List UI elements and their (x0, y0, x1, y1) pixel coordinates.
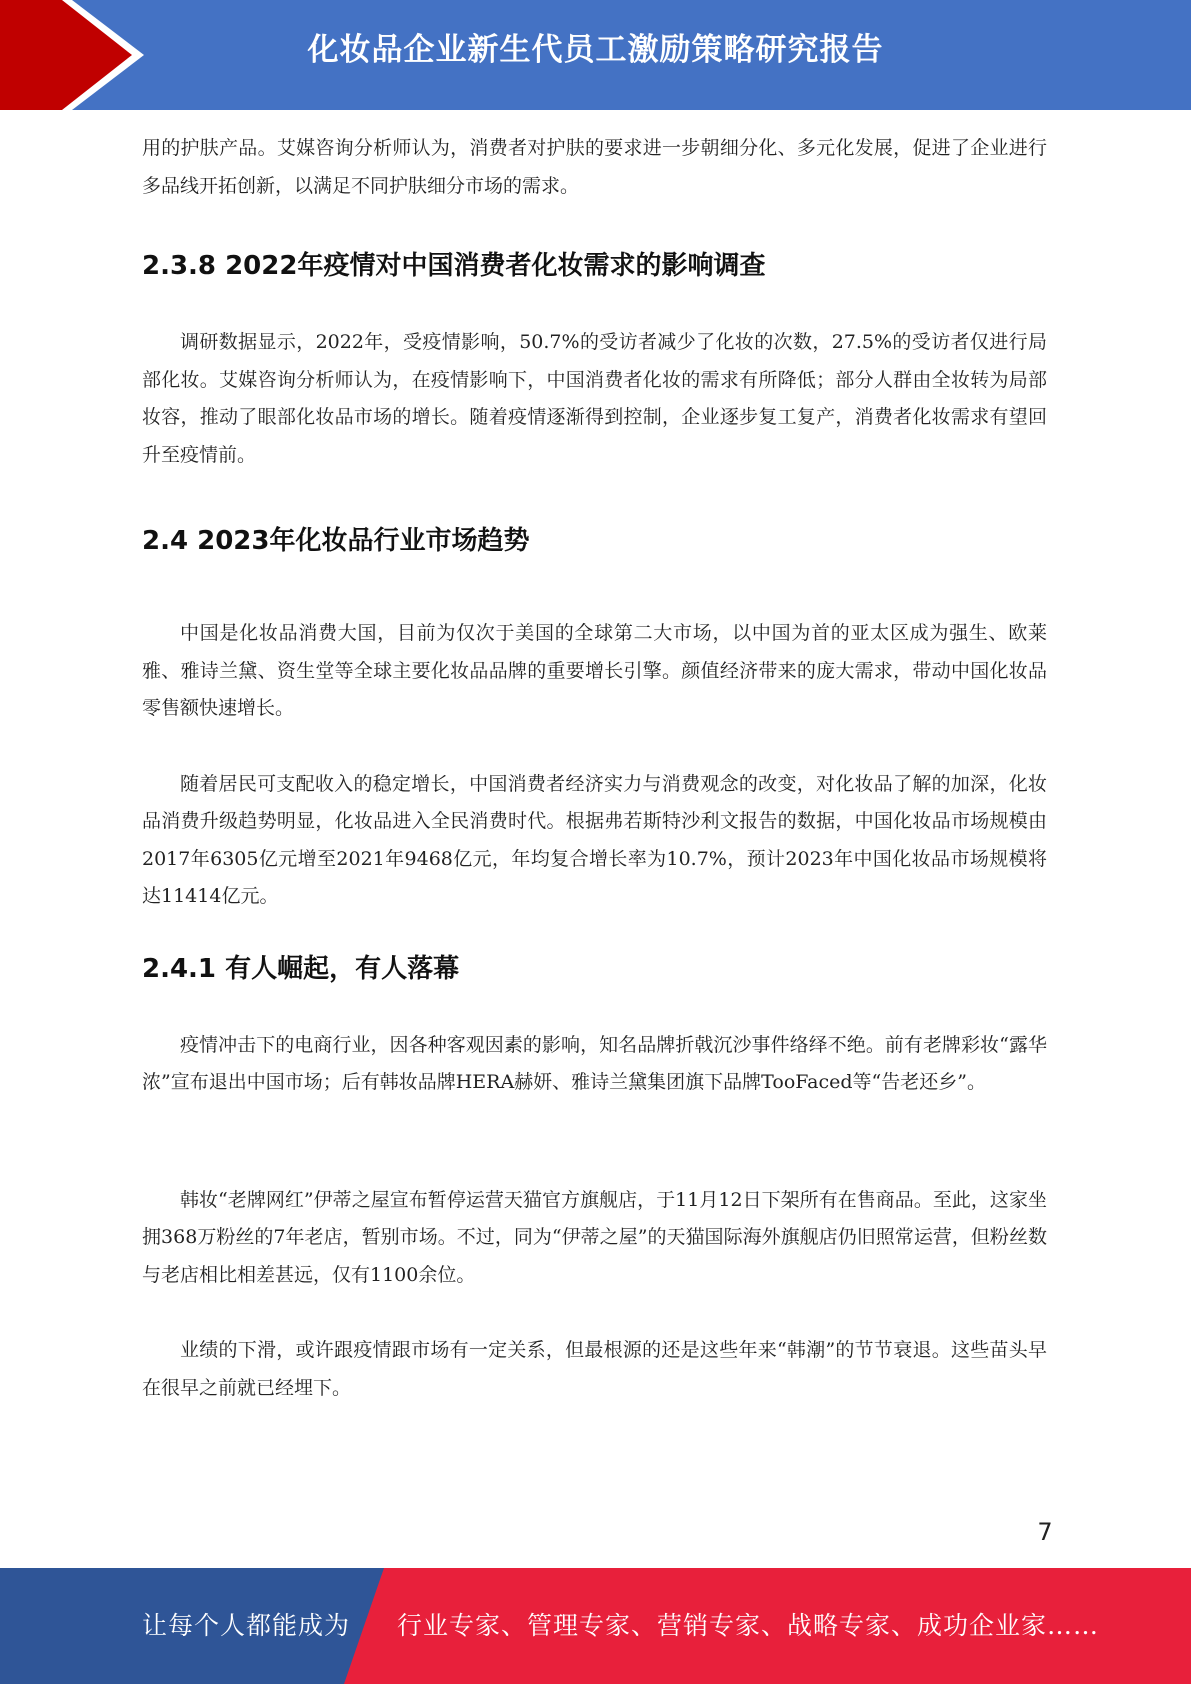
section-heading-2-3-8: 2.3.8 2022年疫情对中国消费者化妆需求的影响调查 (142, 251, 766, 281)
paragraph-2-4-1-b: 韩妆“老牌网红”伊蒂之屋宣布暂停运营天猫官方旗舰店，于11月12日下架所有在售商品。至此，这家坐拥368万粉丝的7年老店，暂别市场。不过，同为“伊蒂之屋”的天猫国际海外旗舰店仍旧照常运营，但粉丝数与老店相比相差甚远，仅有1100余位。 (142, 1188, 1047, 1286)
paragraph-2-3-8: 调研数据显示，2022年，受疫情影响，50.7%的受访者减少了化妆的次数，27.5%的受访者仅进行局部化妆。艾媒咨询分析师认为，在疫情影响下，中国消费者化妆的需求有所降低；部分人群由全妆转为局部妆容，推动了眼部化妆品市场的增长。随着疫情逐渐得到控制，企业逐步复工复产，消费者化妆需求有望回升至疫情前。 (142, 331, 1047, 466)
paragraph-2-4-1-a: 疫情冲击下的电商行业，因各种客观因素的影响，知名品牌折戟沉沙事件络绎不绝。前有老牌彩妆“露华浓”宣布退出中国市场；后有韩妆品牌HERA赫妍、雅诗兰黛集团旗下品牌TooFaced等“告老还乡”。 (142, 1033, 1047, 1093)
section-heading-2-4-1: 2.4.1 有人崛起，有人落幕 (142, 953, 460, 984)
report-title: 化妆品企业新生代员工激励策略研究报告 (307, 32, 884, 68)
document-body (142, 130, 1047, 1407)
paragraph-intro: 用的护肤产品。艾媒咨询分析师认为，消费者对护肤的要求进一步朝细分化、多元化发展，促进了企业进行多品线开拓创新，以满足不同护肤细分市场的需求。 (142, 137, 1047, 197)
page-footer (0, 1568, 1191, 1684)
paragraph-2-4-b: 随着居民可支配收入的稳定增长，中国消费者经济实力与消费观念的改变，对化妆品了解的加深，化妆品消费升级趋势明显，化妆品进入全民消费时代。根据弗若斯特沙利文报告的数据，中国化妆品市场规模由2017年6305亿元增至2021年9468亿元，年均复合增长率为10.7%，预计2023年中国化妆品市场规模将达11414亿元。 (142, 772, 1047, 907)
page-header (0, 0, 1191, 110)
section-heading-2-4: 2.4 2023年化妆品行业市场趋势 (142, 526, 530, 556)
paragraph-2-4-a: 中国是化妆品消费大国，目前为仅次于美国的全球第二大市场，以中国为首的亚太区成为强生、欧莱雅、雅诗兰黛、资生堂等全球主要化妆品品牌的重要增长引擎。颜值经济带来的庞大需求，带动中国化妆品零售额快速增长。 (142, 622, 1047, 719)
footer-slogan-right: 行业专家、管理专家、营销专家、战略专家、成功企业家…… (397, 1611, 1100, 1640)
paragraph-2-4-1-c: 业绩的下滑，或许跟疫情跟市场有一定关系，但最根源的还是这些年来“韩潮”的节节衰退。这些苗头早在很早之前就已经埋下。 (142, 1339, 1047, 1399)
page-number: 7 (1037, 1518, 1053, 1546)
footer-slogan-left: 让每个人都能成为 (142, 1611, 351, 1640)
